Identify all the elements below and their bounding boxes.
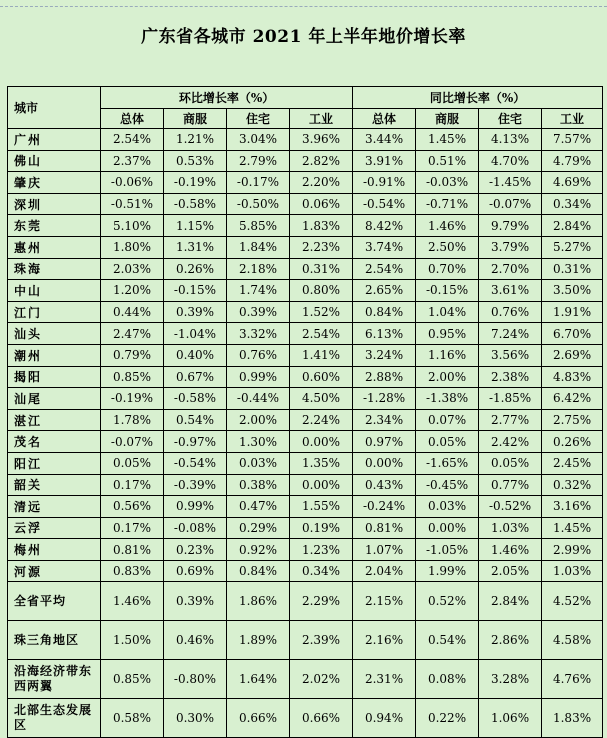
growth-value: 2.54% bbox=[353, 258, 416, 280]
growth-value: -0.52% bbox=[479, 496, 542, 518]
growth-value: 2.20% bbox=[290, 172, 353, 194]
growth-value: 0.79% bbox=[101, 344, 164, 366]
growth-value: 0.22% bbox=[416, 699, 479, 738]
growth-value: 1.41% bbox=[290, 344, 353, 366]
city-name: 广州 bbox=[8, 129, 101, 151]
growth-value: 2.77% bbox=[479, 409, 542, 431]
growth-value: 6.42% bbox=[542, 388, 603, 410]
table-row bbox=[8, 323, 603, 345]
city-name: 惠州 bbox=[8, 236, 101, 258]
growth-value: -1.45% bbox=[479, 172, 542, 194]
growth-value: 0.53% bbox=[164, 150, 227, 172]
yoy-group-header: 同比增长率（%） bbox=[353, 87, 603, 109]
growth-value: 0.39% bbox=[164, 301, 227, 323]
city-name: 湛江 bbox=[8, 409, 101, 431]
city-name: 云浮 bbox=[8, 517, 101, 539]
growth-value: 0.39% bbox=[227, 301, 290, 323]
city-name: 河源 bbox=[8, 560, 101, 582]
growth-value: 0.80% bbox=[290, 280, 353, 302]
growth-value: 2.38% bbox=[479, 366, 542, 388]
table-row bbox=[8, 431, 603, 453]
growth-value: 0.84% bbox=[227, 560, 290, 582]
mom-group-header: 环比增长率（%） bbox=[101, 87, 353, 109]
growth-value: 0.00% bbox=[416, 517, 479, 539]
growth-value: 3.28% bbox=[479, 660, 542, 699]
growth-value: 1.46% bbox=[416, 215, 479, 237]
city-name: 中山 bbox=[8, 280, 101, 302]
growth-value: 0.34% bbox=[290, 560, 353, 582]
region-name: 全省平均 bbox=[8, 582, 101, 621]
table-row bbox=[8, 172, 603, 194]
growth-value: 2.18% bbox=[227, 258, 290, 280]
growth-value: 1.83% bbox=[542, 699, 603, 738]
growth-value: 0.54% bbox=[164, 409, 227, 431]
growth-value: 1.45% bbox=[542, 517, 603, 539]
land-price-growth-table bbox=[7, 86, 603, 738]
table-row bbox=[8, 539, 603, 561]
growth-value: 0.69% bbox=[164, 560, 227, 582]
growth-value: 0.94% bbox=[353, 699, 416, 738]
growth-value: 2.04% bbox=[353, 560, 416, 582]
growth-value: -1.65% bbox=[416, 452, 479, 474]
city-name: 茂名 bbox=[8, 431, 101, 453]
growth-value: 2.75% bbox=[542, 409, 603, 431]
growth-value: 3.79% bbox=[479, 236, 542, 258]
growth-value: 0.56% bbox=[101, 496, 164, 518]
growth-value: 0.60% bbox=[290, 366, 353, 388]
sub-header-yoy-1: 商服 bbox=[416, 109, 479, 129]
growth-value: 0.66% bbox=[290, 699, 353, 738]
growth-value: 0.85% bbox=[101, 660, 164, 699]
growth-value: 0.70% bbox=[416, 258, 479, 280]
growth-value: 0.44% bbox=[101, 301, 164, 323]
growth-value: 0.17% bbox=[101, 517, 164, 539]
growth-value: -0.19% bbox=[101, 388, 164, 410]
growth-value: -0.44% bbox=[227, 388, 290, 410]
growth-value: -0.17% bbox=[227, 172, 290, 194]
growth-value: 2.31% bbox=[353, 660, 416, 699]
sub-header-yoy-3: 工业 bbox=[542, 109, 603, 129]
growth-value: 0.17% bbox=[101, 474, 164, 496]
city-name: 江门 bbox=[8, 301, 101, 323]
growth-value: 4.70% bbox=[479, 150, 542, 172]
growth-value: 2.84% bbox=[542, 215, 603, 237]
region-name: 沿海经济带东西两翼 bbox=[8, 660, 101, 699]
growth-value: 0.52% bbox=[416, 582, 479, 621]
growth-value: 4.79% bbox=[542, 150, 603, 172]
growth-value: 1.04% bbox=[416, 301, 479, 323]
growth-value: -0.19% bbox=[164, 172, 227, 194]
growth-value: 3.16% bbox=[542, 496, 603, 518]
growth-value: 0.30% bbox=[164, 699, 227, 738]
table-row bbox=[8, 258, 603, 280]
city-name: 韶关 bbox=[8, 474, 101, 496]
growth-value: 0.66% bbox=[227, 699, 290, 738]
table-row bbox=[8, 129, 603, 151]
growth-value: 7.24% bbox=[479, 323, 542, 345]
growth-value: 0.23% bbox=[164, 539, 227, 561]
page-top-edge bbox=[0, 0, 607, 7]
growth-value: 1.21% bbox=[164, 129, 227, 151]
growth-value: 0.06% bbox=[290, 193, 353, 215]
growth-value: -0.24% bbox=[353, 496, 416, 518]
growth-value: -0.39% bbox=[164, 474, 227, 496]
growth-value: 2.65% bbox=[353, 280, 416, 302]
growth-value: 2.45% bbox=[542, 452, 603, 474]
growth-value: 4.50% bbox=[290, 388, 353, 410]
growth-value: 8.42% bbox=[353, 215, 416, 237]
growth-value: 0.26% bbox=[542, 431, 603, 453]
growth-value: 1.89% bbox=[227, 621, 290, 660]
city-name: 佛山 bbox=[8, 150, 101, 172]
growth-value: -0.50% bbox=[227, 193, 290, 215]
growth-value: 2.47% bbox=[101, 323, 164, 345]
sub-header-yoy-0: 总体 bbox=[353, 109, 416, 129]
growth-value: 1.84% bbox=[227, 236, 290, 258]
table-row bbox=[8, 236, 603, 258]
growth-value: 1.64% bbox=[227, 660, 290, 699]
city-name: 梅州 bbox=[8, 539, 101, 561]
growth-value: 0.43% bbox=[353, 474, 416, 496]
growth-value: 3.74% bbox=[353, 236, 416, 258]
growth-value: -0.45% bbox=[416, 474, 479, 496]
sub-header-mom-2: 住宅 bbox=[227, 109, 290, 129]
growth-value: 0.05% bbox=[416, 431, 479, 453]
growth-value: 4.69% bbox=[542, 172, 603, 194]
growth-value: 2.50% bbox=[416, 236, 479, 258]
growth-value: 0.39% bbox=[164, 582, 227, 621]
table-row bbox=[8, 496, 603, 518]
growth-value: 1.86% bbox=[227, 582, 290, 621]
table-row bbox=[8, 150, 603, 172]
growth-value: 2.16% bbox=[353, 621, 416, 660]
growth-value: 2.24% bbox=[290, 409, 353, 431]
growth-value: 0.58% bbox=[101, 699, 164, 738]
city-name: 阳江 bbox=[8, 452, 101, 474]
growth-value: 0.99% bbox=[164, 496, 227, 518]
growth-value: 2.03% bbox=[101, 258, 164, 280]
growth-value: -0.54% bbox=[353, 193, 416, 215]
city-name: 珠海 bbox=[8, 258, 101, 280]
growth-value: 0.46% bbox=[164, 621, 227, 660]
growth-value: 1.03% bbox=[542, 560, 603, 582]
growth-value: 1.91% bbox=[542, 301, 603, 323]
growth-value: -0.03% bbox=[416, 172, 479, 194]
growth-value: 1.30% bbox=[227, 431, 290, 453]
growth-value: 2.79% bbox=[227, 150, 290, 172]
growth-value: 2.69% bbox=[542, 344, 603, 366]
growth-value: 2.86% bbox=[479, 621, 542, 660]
sub-header-mom-1: 商服 bbox=[164, 109, 227, 129]
growth-value: -0.06% bbox=[101, 172, 164, 194]
sub-header-mom-3: 工业 bbox=[290, 109, 353, 129]
growth-value: -1.28% bbox=[353, 388, 416, 410]
growth-value: 3.32% bbox=[227, 323, 290, 345]
growth-value: 0.76% bbox=[227, 344, 290, 366]
growth-value: 0.81% bbox=[353, 517, 416, 539]
growth-value: 2.05% bbox=[479, 560, 542, 582]
table-row bbox=[8, 517, 603, 539]
growth-value: 0.47% bbox=[227, 496, 290, 518]
table-row bbox=[8, 301, 603, 323]
table-row bbox=[8, 474, 603, 496]
table-row bbox=[8, 280, 603, 302]
growth-value: 1.55% bbox=[290, 496, 353, 518]
growth-value: 2.00% bbox=[416, 366, 479, 388]
aggregate-row bbox=[8, 699, 603, 738]
growth-value: -0.07% bbox=[101, 431, 164, 453]
city-name: 揭阳 bbox=[8, 366, 101, 388]
city-name: 汕头 bbox=[8, 323, 101, 345]
growth-value: 2.84% bbox=[479, 582, 542, 621]
growth-value: 0.92% bbox=[227, 539, 290, 561]
growth-value: 5.85% bbox=[227, 215, 290, 237]
growth-value: 0.08% bbox=[416, 660, 479, 699]
growth-value: 1.20% bbox=[101, 280, 164, 302]
growth-value: 4.76% bbox=[542, 660, 603, 699]
growth-value: 0.05% bbox=[479, 452, 542, 474]
growth-value: 0.40% bbox=[164, 344, 227, 366]
growth-value: 0.95% bbox=[416, 323, 479, 345]
sub-header-yoy-2: 住宅 bbox=[479, 109, 542, 129]
growth-value: 1.99% bbox=[416, 560, 479, 582]
growth-value: -0.58% bbox=[164, 388, 227, 410]
growth-value: 7.57% bbox=[542, 129, 603, 151]
growth-value: 2.02% bbox=[290, 660, 353, 699]
growth-value: 0.00% bbox=[290, 431, 353, 453]
growth-value: 1.31% bbox=[164, 236, 227, 258]
growth-value: 6.70% bbox=[542, 323, 603, 345]
growth-value: 1.03% bbox=[479, 517, 542, 539]
growth-value: 2.39% bbox=[290, 621, 353, 660]
growth-value: 1.45% bbox=[416, 129, 479, 151]
growth-value: 1.46% bbox=[479, 539, 542, 561]
growth-value: 1.83% bbox=[290, 215, 353, 237]
growth-value: 2.15% bbox=[353, 582, 416, 621]
growth-value: 1.15% bbox=[164, 215, 227, 237]
table-row bbox=[8, 344, 603, 366]
growth-value: 2.00% bbox=[227, 409, 290, 431]
growth-value: 4.13% bbox=[479, 129, 542, 151]
growth-value: 0.31% bbox=[290, 258, 353, 280]
growth-value: 1.07% bbox=[353, 539, 416, 561]
growth-value: 4.52% bbox=[542, 582, 603, 621]
growth-value: 0.84% bbox=[353, 301, 416, 323]
growth-value: 5.27% bbox=[542, 236, 603, 258]
growth-value: 1.80% bbox=[101, 236, 164, 258]
growth-value: 0.31% bbox=[542, 258, 603, 280]
growth-value: 1.16% bbox=[416, 344, 479, 366]
growth-value: 3.44% bbox=[353, 129, 416, 151]
aggregate-row bbox=[8, 660, 603, 699]
growth-value: 6.13% bbox=[353, 323, 416, 345]
growth-value: -0.80% bbox=[164, 660, 227, 699]
growth-value: -0.71% bbox=[416, 193, 479, 215]
growth-value: 0.77% bbox=[479, 474, 542, 496]
growth-value: -0.07% bbox=[479, 193, 542, 215]
table-row bbox=[8, 452, 603, 474]
growth-value: 0.38% bbox=[227, 474, 290, 496]
growth-value: 0.81% bbox=[101, 539, 164, 561]
growth-value: 2.70% bbox=[479, 258, 542, 280]
growth-value: 3.91% bbox=[353, 150, 416, 172]
page-title: 广东省各城市 2021 年上半年地价增长率 bbox=[141, 27, 466, 47]
growth-value: -1.38% bbox=[416, 388, 479, 410]
growth-value: 0.51% bbox=[416, 150, 479, 172]
growth-value: 0.99% bbox=[227, 366, 290, 388]
growth-value: -0.08% bbox=[164, 517, 227, 539]
growth-value: 0.00% bbox=[353, 452, 416, 474]
table-row bbox=[8, 388, 603, 410]
growth-value: 3.04% bbox=[227, 129, 290, 151]
growth-value: 1.78% bbox=[101, 409, 164, 431]
growth-value: 4.58% bbox=[542, 621, 603, 660]
growth-value: 0.32% bbox=[542, 474, 603, 496]
growth-value: 3.61% bbox=[479, 280, 542, 302]
growth-value: -1.05% bbox=[416, 539, 479, 561]
table-row bbox=[8, 215, 603, 237]
growth-value: 2.88% bbox=[353, 366, 416, 388]
growth-value: 0.00% bbox=[290, 474, 353, 496]
growth-value: -0.51% bbox=[101, 193, 164, 215]
growth-value: 5.10% bbox=[101, 215, 164, 237]
growth-value: -0.97% bbox=[164, 431, 227, 453]
region-name: 珠三角地区 bbox=[8, 621, 101, 660]
table-row bbox=[8, 366, 603, 388]
growth-value: -0.58% bbox=[164, 193, 227, 215]
table-row bbox=[8, 560, 603, 582]
growth-value: 2.23% bbox=[290, 236, 353, 258]
growth-value: 0.07% bbox=[416, 409, 479, 431]
table-row bbox=[8, 409, 603, 431]
growth-value: 3.56% bbox=[479, 344, 542, 366]
growth-value: 1.52% bbox=[290, 301, 353, 323]
growth-value: 2.34% bbox=[353, 409, 416, 431]
sub-header-mom-0: 总体 bbox=[101, 109, 164, 129]
growth-value: 9.79% bbox=[479, 215, 542, 237]
city-name: 深圳 bbox=[8, 193, 101, 215]
growth-value: 1.35% bbox=[290, 452, 353, 474]
growth-value: 0.54% bbox=[416, 621, 479, 660]
growth-value: 3.96% bbox=[290, 129, 353, 151]
growth-value: 2.37% bbox=[101, 150, 164, 172]
growth-value: 2.99% bbox=[542, 539, 603, 561]
growth-value: 0.03% bbox=[416, 496, 479, 518]
growth-value: -0.54% bbox=[164, 452, 227, 474]
growth-value: 3.24% bbox=[353, 344, 416, 366]
growth-value: 4.83% bbox=[542, 366, 603, 388]
table-row bbox=[8, 193, 603, 215]
growth-value: 2.54% bbox=[101, 129, 164, 151]
growth-value: 0.03% bbox=[227, 452, 290, 474]
growth-value: 0.76% bbox=[479, 301, 542, 323]
growth-value: 0.85% bbox=[101, 366, 164, 388]
growth-value: 1.50% bbox=[101, 621, 164, 660]
aggregate-row bbox=[8, 582, 603, 621]
growth-value: -1.85% bbox=[479, 388, 542, 410]
growth-value: 0.19% bbox=[290, 517, 353, 539]
growth-value: 3.50% bbox=[542, 280, 603, 302]
growth-value: 1.23% bbox=[290, 539, 353, 561]
growth-value: -0.15% bbox=[416, 280, 479, 302]
city-name: 清远 bbox=[8, 496, 101, 518]
growth-value: 0.29% bbox=[227, 517, 290, 539]
growth-value: 0.34% bbox=[542, 193, 603, 215]
city-column-header: 城市 bbox=[8, 87, 101, 129]
growth-value: 1.06% bbox=[479, 699, 542, 738]
growth-value: -1.04% bbox=[164, 323, 227, 345]
region-name: 北部生态发展区 bbox=[8, 699, 101, 738]
growth-value: 2.82% bbox=[290, 150, 353, 172]
growth-value: 1.46% bbox=[101, 582, 164, 621]
city-name: 潮州 bbox=[8, 344, 101, 366]
growth-value: 0.67% bbox=[164, 366, 227, 388]
growth-value: 2.54% bbox=[290, 323, 353, 345]
growth-value: 0.05% bbox=[101, 452, 164, 474]
growth-value: 0.83% bbox=[101, 560, 164, 582]
city-name: 肇庆 bbox=[8, 172, 101, 194]
aggregate-row bbox=[8, 621, 603, 660]
city-name: 汕尾 bbox=[8, 388, 101, 410]
growth-value: 2.42% bbox=[479, 431, 542, 453]
growth-value: -0.91% bbox=[353, 172, 416, 194]
city-name: 东莞 bbox=[8, 215, 101, 237]
growth-value: -0.15% bbox=[164, 280, 227, 302]
growth-value: 2.29% bbox=[290, 582, 353, 621]
growth-value: 0.26% bbox=[164, 258, 227, 280]
growth-value: 0.97% bbox=[353, 431, 416, 453]
growth-value: 1.74% bbox=[227, 280, 290, 302]
